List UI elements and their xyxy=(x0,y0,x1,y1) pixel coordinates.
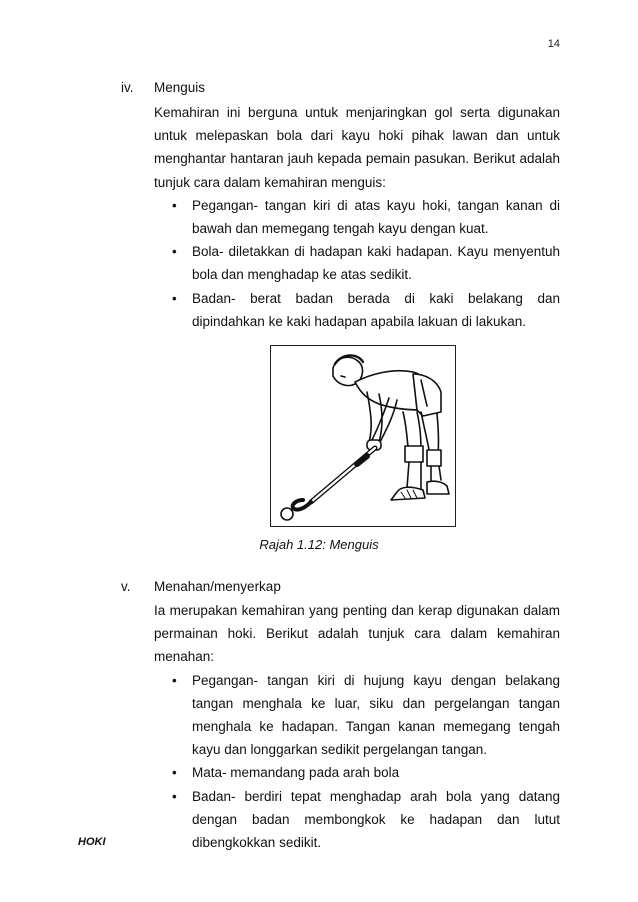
list-item xyxy=(154,194,560,240)
list-item xyxy=(154,240,560,286)
bullet-list xyxy=(154,194,560,333)
list-item-text: Pegangan- tangan kiri di hujung kayu dengan belakang tangan menghala ke luar, siku dan pergelangan tangan menghala ke hadapan. Tangan kanan memegang tengah kayu dan longgarkan sedikit pergelangan tangan. xyxy=(192,672,560,758)
bullet-icon: • xyxy=(172,244,177,260)
list-item-text: Pegangan- tangan kiri di atas kayu hoki, tangan kanan di bawah dan memegang tengah kayu dengan kuat. xyxy=(192,197,560,237)
section-numeral: iv. xyxy=(121,80,134,95)
list-item xyxy=(154,761,560,784)
section-intro: Ia merupakan kemahiran yang penting dan kerap digunakan dalam permainan hoki. Berikut adalah tunjuk cara dalam kemahiran menahan: xyxy=(154,603,560,665)
bullet-icon: • xyxy=(172,765,177,781)
figure-illustration xyxy=(270,345,456,527)
section-numeral: v. xyxy=(121,579,131,594)
bullet-list xyxy=(154,669,560,855)
section-intro: Kemahiran ini berguna untuk menjaringkan gol serta digunakan untuk melepaskan bola dari kayu hoki pihak lawan dan untuk menghantar hantaran jauh kepada pemain pasukan. Berikut adalah tunjuk cara dalam kemahiran menguis: xyxy=(154,105,560,190)
section-body xyxy=(154,599,560,854)
figure-caption: Rajah 1.12: Menguis xyxy=(259,537,379,552)
section-title: Menahan/menyerkap xyxy=(154,579,281,594)
list-item-text: Mata- memandang pada arah bola xyxy=(192,765,400,781)
section-heading xyxy=(121,577,561,597)
section-menguis xyxy=(121,78,561,333)
list-item xyxy=(154,287,560,333)
list-item-text: Badan- berat badan berada di kaki belakang dan dipindahkan ke kaki hadapan apabila lakuan di lakukan. xyxy=(192,290,560,329)
section-body xyxy=(154,101,560,333)
hockey-player-illustration xyxy=(271,346,455,526)
list-item-text: Bola- diletakkan di hadapan kaki hadapan. Kayu menyentuh bola dan menghadap ke atas sedikit. xyxy=(192,244,560,283)
section-title: Menguis xyxy=(154,80,206,95)
section-heading xyxy=(121,78,561,98)
list-item-text: Badan- berdiri tepat menghadap arah bola yang datang dengan badan membongkok ke hadapan dan lutut dibengkokkan sedikit. xyxy=(192,788,560,851)
section-menahan xyxy=(121,577,561,854)
list-item xyxy=(154,785,560,855)
footer-label: HOKI xyxy=(78,836,106,848)
bullet-icon: • xyxy=(172,290,177,306)
bullet-icon: • xyxy=(172,672,177,688)
page-number: 14 xyxy=(547,38,560,50)
list-item xyxy=(154,669,560,762)
bullet-icon: • xyxy=(172,788,177,804)
bullet-icon: • xyxy=(172,197,177,213)
